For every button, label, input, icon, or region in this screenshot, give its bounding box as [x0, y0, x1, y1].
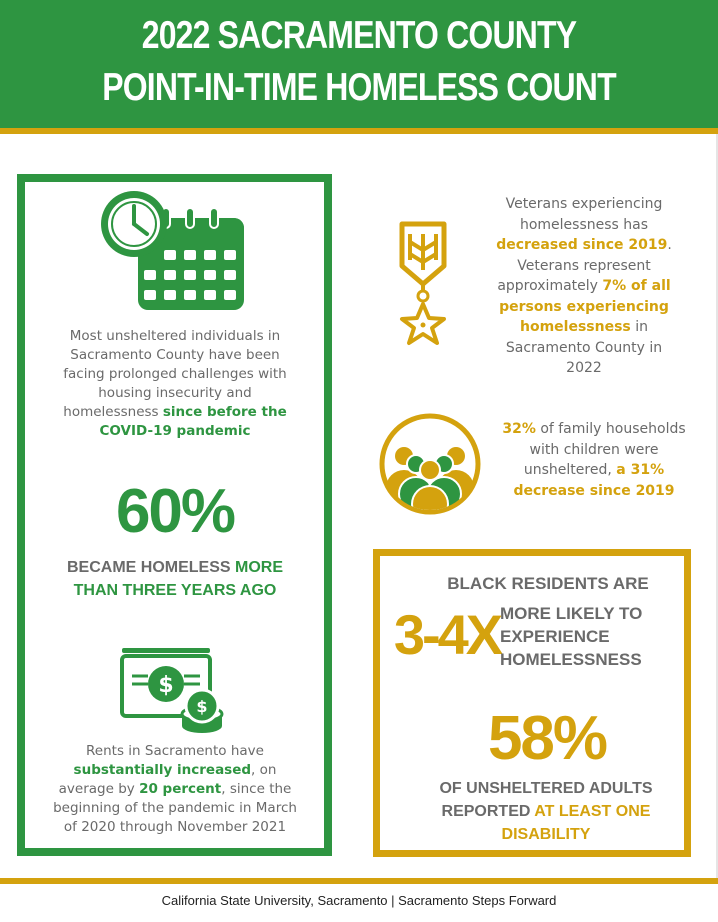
prolonged-challenges-text: Most unsheltered individuals in Sacramento County have been facing prolonged challenges with housing insecurity and homelessness since before the COVID-19 pandemic — [63, 328, 287, 439]
clock-calendar-icon — [100, 190, 250, 315]
svg-text:$: $ — [196, 697, 208, 716]
stat-58-caption: OF UNSHELTERED ADULTS REPORTED AT LEAST ONE DISABILITY — [439, 780, 653, 843]
page-title-line-2: POINT-IN-TIME HOMELESS COUNT — [102, 66, 616, 109]
footer-credits: California State University, Sacramento | Sacramento Steps Forward — [161, 893, 557, 908]
footer-gold-rule — [0, 878, 718, 884]
rent-increase-text: Rents in Sacramento have substantially increased, on average by 20 percent, since the beginning of the pandemic in March of 2020 through November 2021 — [53, 743, 297, 835]
page-title-line-1: 2022 SACRAMENTO COUNTY — [141, 14, 577, 57]
black-residents-label: BLACK RESIDENTS ARE — [447, 574, 649, 593]
stat-60-caption: BECAME HOMELESS MORE THAN THREE YEARS AGO — [66, 559, 284, 599]
money-coins-icon — [118, 640, 230, 736]
medal-icon — [392, 220, 454, 352]
veterans-text: Veterans experiencing homelessness has decreased since 2019. Veterans represent approximately 7% of all persons experiencing homelessness in Sacramento County in 2022 — [496, 196, 672, 376]
stat-58-percent: 58% — [487, 704, 607, 773]
stat-60-percent: 60% — [115, 477, 235, 546]
family-households-text: 32% of family households with children were unsheltered, a 31% decrease since 2019 — [502, 421, 686, 499]
family-group-icon — [378, 412, 482, 516]
stat-3-4x: 3-4X — [393, 603, 501, 666]
header-gold-rule — [0, 128, 718, 134]
more-likely-label: MORE LIKELY TO EXPERIENCE HOMELESSNESS — [500, 604, 643, 669]
svg-text:$: $ — [158, 673, 174, 698]
